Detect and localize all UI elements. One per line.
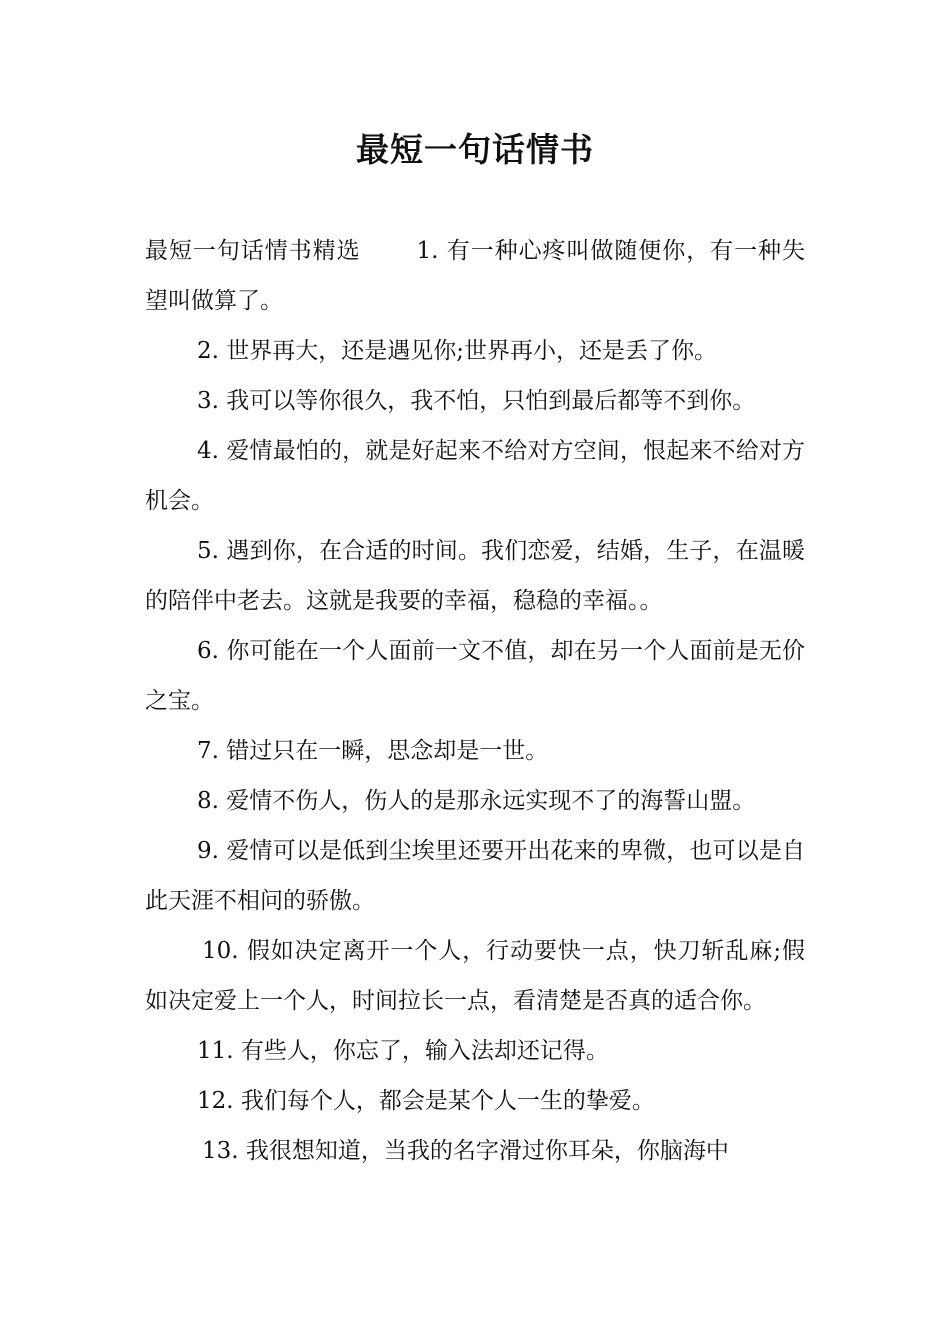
paragraph-2: 2. 世界再大，还是遇见你;世界再小，还是丢了你。 xyxy=(197,338,718,364)
paragraph-11: 11. 有些人，你忘了，输入法却还记得。 xyxy=(197,1038,609,1064)
document-body xyxy=(145,226,805,1176)
paragraph-8: 8. 爱情不伤人，伤人的是那永远实现不了的海誓山盟。 xyxy=(197,788,756,814)
paragraph-6: 6. 你可能在一个人面前一文不值，却在另一个人面前是无价之宝。 xyxy=(145,638,805,714)
paragraph-5: 5. 遇到你，在合适的时间。我们恋爱，结婚，生子，在温暖的陪伴中老去。这就是我要的幸福，稳稳的幸福。。 xyxy=(145,538,805,614)
paragraph-1-text: 1. 有一种心疼叫做随便你，有一种失望叫做算了。 xyxy=(145,238,805,314)
paragraph-13: 13. 我很想知道，当我的名字滑过你耳朵，你脑海中 xyxy=(202,1138,729,1164)
paragraph-10: 10. 假如决定离开一个人，行动要快一点，快刀斩乱麻;假如决定爱上一个人，时间拉长一点，看清楚是否真的适合你。 xyxy=(145,938,805,1014)
paragraph-4: 4. 爱情最怕的，就是好起来不给对方空间，恨起来不给对方机会。 xyxy=(145,438,805,514)
paragraph-3: 3. 我可以等你很久，我不怕，只怕到最后都等不到你。 xyxy=(197,388,756,414)
document-title: 最短一句话情书 xyxy=(356,130,594,169)
paragraph-12: 12. 我们每个人，都会是某个人一生的挚爱。 xyxy=(197,1088,655,1114)
intro-label: 最短一句话情书精选 xyxy=(145,238,361,264)
paragraph-1 xyxy=(145,226,805,326)
paragraph-7: 7. 错过只在一瞬，思念却是一世。 xyxy=(197,738,549,764)
paragraph-9: 9. 爱情可以是低到尘埃里还要开出花来的卑微，也可以是自此天涯不相问的骄傲。 xyxy=(145,838,805,914)
